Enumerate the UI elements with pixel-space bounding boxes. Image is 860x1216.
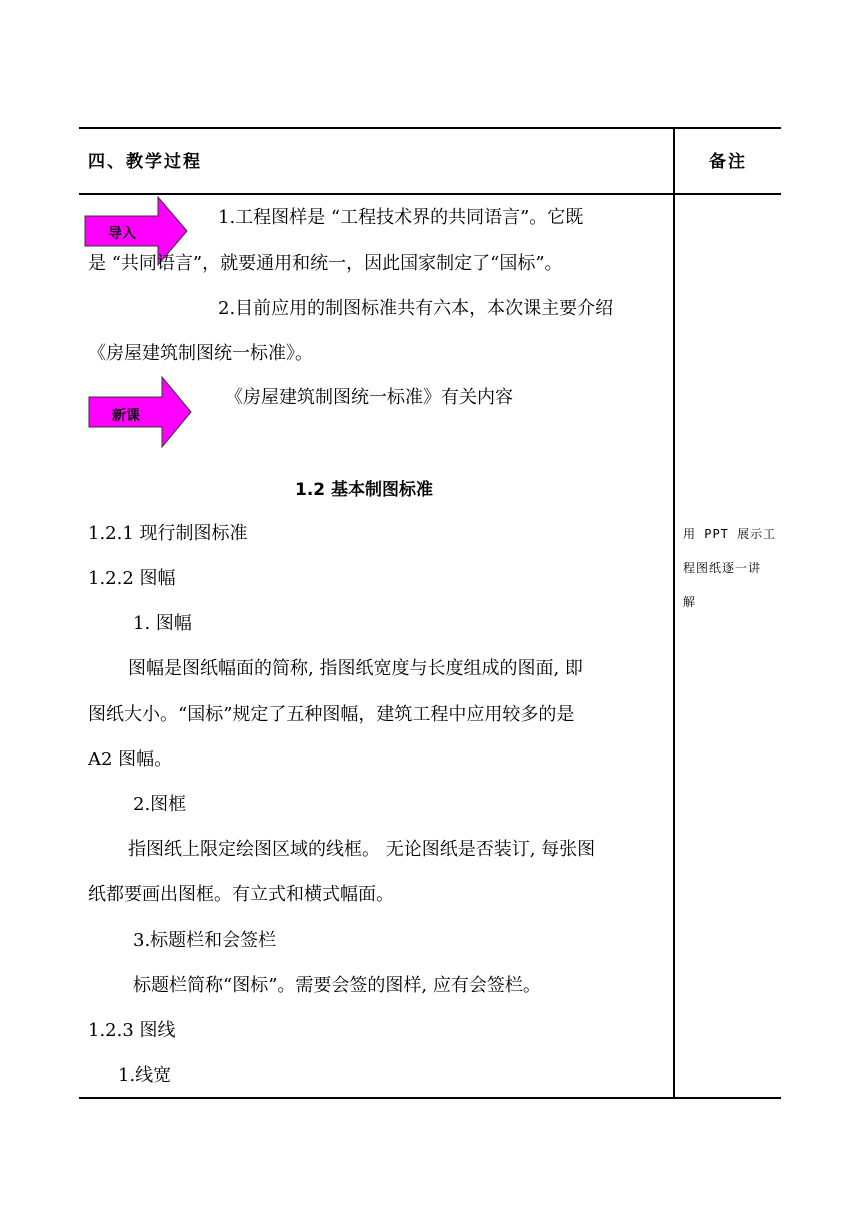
section-1-2-2: 1.2.2 图幅 — [88, 568, 176, 589]
item-2-paragraph-line-2: 纸都要画出图框。有立式和横式幅面。 — [88, 884, 394, 905]
table-header-divider — [79, 193, 781, 195]
intro-paragraph-1-line-2: 是 “共同语言”，就要通用和统一，因此国家制定了“国标”。 — [88, 253, 563, 274]
line-width-item: 1.线宽 — [118, 1065, 172, 1086]
intro-paragraph-2-line-2: 《房屋建筑制图统一标准》。 — [88, 343, 313, 364]
item-1-paragraph-line-3: A2 图幅。 — [88, 749, 173, 770]
item-3-title: 3.标题栏和会签栏 — [133, 930, 277, 951]
table-top-border — [79, 127, 781, 129]
remark-line-2: 程图纸逐一讲 — [683, 561, 762, 575]
section-1-2-1: 1.2.1 现行制图标准 — [88, 523, 248, 544]
intro-arrow-label: 导入 — [108, 226, 136, 242]
item-2-paragraph-line-1: 指图纸上限定绘图区域的线框。 无论图纸是否装订, 每张图 — [128, 839, 596, 860]
new-lesson-topic: 《房屋建筑制图统一标准》有关内容 — [225, 387, 513, 408]
process-header: 四、教学过程 — [88, 152, 202, 172]
item-3-paragraph: 标题栏简称“图标”。需要会签的图样, 应有会签栏。 — [133, 975, 541, 996]
table-column-divider — [673, 127, 675, 1099]
intro-paragraph-2-line-1: 2.目前应用的制图标准共有六本，本次课主要介绍 — [218, 298, 614, 319]
intro-paragraph-1-line-1: 1.工程图样是 “工程技术界的共同语言”。它既 — [218, 207, 584, 228]
item-2-title: 2.图框 — [133, 794, 187, 815]
remark-line-3: 解 — [683, 595, 697, 609]
new-lesson-arrow-icon — [88, 376, 192, 448]
remark-line-1: 用 PPT 展示工 — [683, 527, 777, 541]
section-1-2-3: 1.2.3 图线 — [88, 1020, 176, 1041]
item-1-paragraph-line-1: 图幅是图纸幅面的简称, 指图纸宽度与长度组成的图面, 即 — [128, 658, 583, 679]
table-bottom-border — [79, 1097, 781, 1099]
item-1-title: 1. 图幅 — [133, 613, 192, 634]
new-lesson-arrow-label: 新课 — [112, 408, 140, 424]
item-1-paragraph-line-2: 图纸大小。“国标”规定了五种图幅，建筑工程中应用较多的是 — [88, 704, 575, 725]
section-title: 1.2 基本制图标准 — [295, 480, 434, 500]
remarks-header: 备注 — [709, 152, 747, 172]
